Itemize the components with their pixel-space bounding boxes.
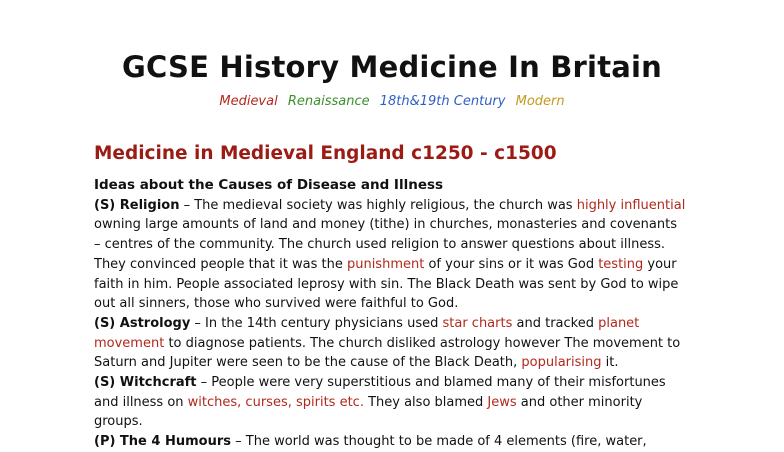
text-run: – The world was thought to be made of 4 elements (fire, water,	[231, 434, 647, 450]
text-run: owning large amounts of land and money (tithe) in churches, monasteries and covenants	[94, 217, 677, 233]
text-run: – People were very superstitious and blamed many of their misfortunes	[196, 375, 666, 391]
paragraph-lines	[94, 196, 694, 452]
highlighted-keyword: Jews	[487, 394, 517, 410]
subheading: Ideas about the Causes of Disease and Illness	[94, 177, 444, 193]
text-run: – The medieval society was highly religious, the church was	[179, 197, 577, 213]
highlighted-keyword: planet	[598, 315, 640, 331]
text-run: groups.	[94, 414, 143, 430]
text-run: and other minority	[516, 394, 643, 410]
text-line	[94, 235, 694, 255]
era-label-medieval: Medieval	[219, 94, 278, 109]
era-label-renaissance: Renaissance	[287, 94, 370, 109]
text-run: it.	[601, 355, 619, 371]
section-heading: Medicine in Medieval England c1250 - c1500	[94, 143, 557, 164]
text-line	[94, 314, 694, 334]
text-line	[94, 196, 694, 216]
text-run: – centres of the community. The church used religion to answer questions about illness.	[94, 237, 666, 253]
highlighted-keyword: highly influential	[576, 197, 686, 213]
text-run: and illness on	[94, 394, 188, 410]
highlighted-keyword: star charts	[442, 315, 513, 331]
text-run: They also blamed	[363, 394, 488, 410]
text-run: out all sinners, those who survived were faithful to God.	[94, 296, 459, 312]
text-line	[94, 334, 694, 354]
highlighted-keyword: punishment	[346, 256, 425, 272]
text-run: Saturn and Jupiter were seen to be the cause of the Black Death,	[94, 355, 522, 371]
text-run: of your sins or it was God	[424, 256, 599, 272]
text-run: your	[643, 256, 677, 272]
topic-label: (S) Astrology	[94, 315, 191, 331]
topic-label: (P) The 4 Humours	[94, 434, 231, 450]
text-run: and tracked	[512, 315, 599, 331]
text-run: – In the 14th century physicians used	[190, 315, 443, 331]
highlighted-keyword: witches, curses, spirits etc.	[187, 394, 364, 410]
highlighted-keyword: testing	[598, 256, 644, 272]
era-label-modern: Modern	[515, 94, 565, 109]
text-line	[94, 255, 694, 275]
era-label-18th-19th-century: 18th&19th Century	[379, 94, 506, 109]
highlighted-keyword: movement	[94, 335, 165, 351]
text-run: faith in him. People associated leprosy with sin. The Black Death was sent by God to wipe	[94, 276, 679, 292]
text-line	[94, 294, 694, 314]
text-run: to diagnose patients. The church disliked astrology however The movement to	[164, 335, 681, 351]
text-line	[94, 393, 694, 413]
text-run: They convinced people that it was the	[94, 256, 347, 272]
text-line	[94, 215, 694, 235]
topic-label: (S) Religion	[94, 197, 180, 213]
text-line	[94, 275, 694, 295]
body-text	[94, 176, 694, 452]
topic-label: (S) Witchcraft	[94, 375, 197, 391]
text-line	[94, 353, 694, 373]
text-line	[94, 373, 694, 393]
text-line	[94, 412, 694, 432]
highlighted-keyword: popularising	[521, 355, 602, 371]
era-legend	[0, 94, 784, 109]
document-title: GCSE History Medicine In Britain	[121, 50, 663, 84]
text-line	[94, 432, 694, 452]
